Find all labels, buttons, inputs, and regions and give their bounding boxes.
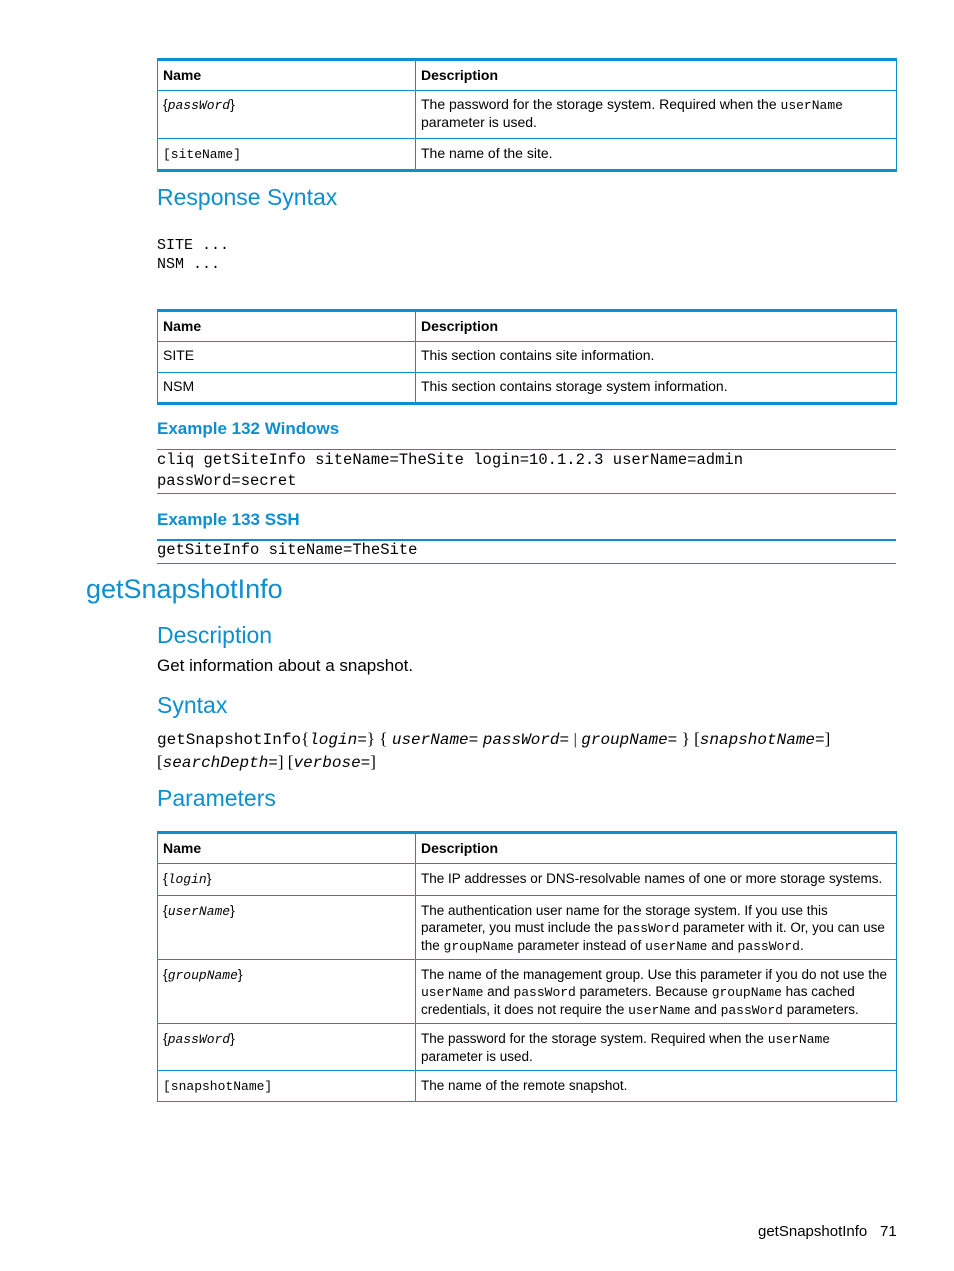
param-description: The IP addresses or DNS-resolvable names of one or more storage systems. — [416, 864, 897, 896]
table-row — [158, 864, 897, 896]
response-name: SITE — [158, 342, 416, 373]
response-syntax-code — [157, 236, 229, 274]
section-heading-response-syntax: Response Syntax — [157, 184, 338, 210]
param-name: {passWord} — [158, 1024, 416, 1071]
param-name: [siteName] — [158, 139, 416, 171]
response-description: This section contains storage system information. — [416, 373, 897, 404]
column-header-name: Name — [158, 833, 416, 864]
syntax-block — [157, 728, 902, 774]
param-description: The password for the storage system. Required when the userName parameter is used. — [416, 1024, 897, 1071]
param-name: [snapshotName] — [158, 1071, 416, 1102]
divider — [157, 563, 896, 564]
footer-section-label: getSnapshotInfo — [758, 1223, 868, 1240]
column-header-name: Name — [158, 60, 416, 91]
table-row — [158, 896, 897, 960]
column-header-description: Description — [416, 833, 897, 864]
column-header-description: Description — [416, 311, 897, 342]
column-header-name: Name — [158, 311, 416, 342]
response-name: NSM — [158, 373, 416, 404]
column-header-description: Description — [416, 60, 897, 91]
table-row — [158, 373, 897, 404]
response-description: This section contains site information. — [416, 342, 897, 373]
table-row — [158, 1071, 897, 1102]
param-description: The name of the management group. Use this parameter if you do not use the userName and passWord parameters. Because groupName has cached credentials, it does not require the userName and passWord parameters. — [416, 960, 897, 1024]
response-table — [157, 309, 897, 405]
code-line: passWord=secret — [157, 472, 297, 490]
description-text: Get information about a snapshot. — [157, 656, 414, 675]
code-line: NSM ... — [157, 256, 221, 273]
syntax-line: [searchDepth=] [verbose=] — [157, 752, 376, 772]
table-row — [158, 1024, 897, 1071]
table-row — [158, 139, 897, 171]
param-name: {passWord} — [158, 91, 416, 139]
code-line: cliq getSiteInfo siteName=TheSite login=10.1.2.3 userName=admin — [157, 451, 743, 469]
example-heading-windows: Example 132 Windows — [157, 419, 340, 438]
param-description: The name of the site. — [416, 139, 897, 171]
table-row — [158, 91, 897, 139]
param-description: The password for the storage system. Required when the userName parameter is used. — [416, 91, 897, 139]
section-heading-description: Description — [157, 622, 273, 648]
section-heading-parameters: Parameters — [157, 785, 276, 811]
page-number: 71 — [880, 1223, 897, 1240]
example-code-ssh: getSiteInfo siteName=TheSite — [157, 541, 418, 559]
param-name: {userName} — [158, 896, 416, 960]
param-name: {login} — [158, 864, 416, 896]
param-description: The authentication user name for the storage system. If you use this parameter, you must include the passWord parameter with it. Or, you can use the groupName parameter instead of userName and passWord. — [416, 896, 897, 960]
param-name: {groupName} — [158, 960, 416, 1024]
syntax-line: getSnapshotInfo{login=} { userName= passWord= | groupName= } [snapshotName=] — [157, 729, 831, 749]
page-section-title: getSnapshotInfo — [86, 574, 283, 604]
example-code-windows — [157, 450, 743, 492]
parameters-table-snapshot — [157, 831, 897, 1102]
example-heading-ssh: Example 133 SSH — [157, 510, 300, 529]
section-heading-syntax: Syntax — [157, 692, 228, 718]
param-description: The name of the remote snapshot. — [416, 1071, 897, 1102]
code-line: SITE ... — [157, 237, 230, 254]
table-row — [158, 960, 897, 1024]
parameters-table-site — [157, 58, 897, 172]
divider — [157, 493, 896, 494]
table-row — [158, 342, 897, 373]
